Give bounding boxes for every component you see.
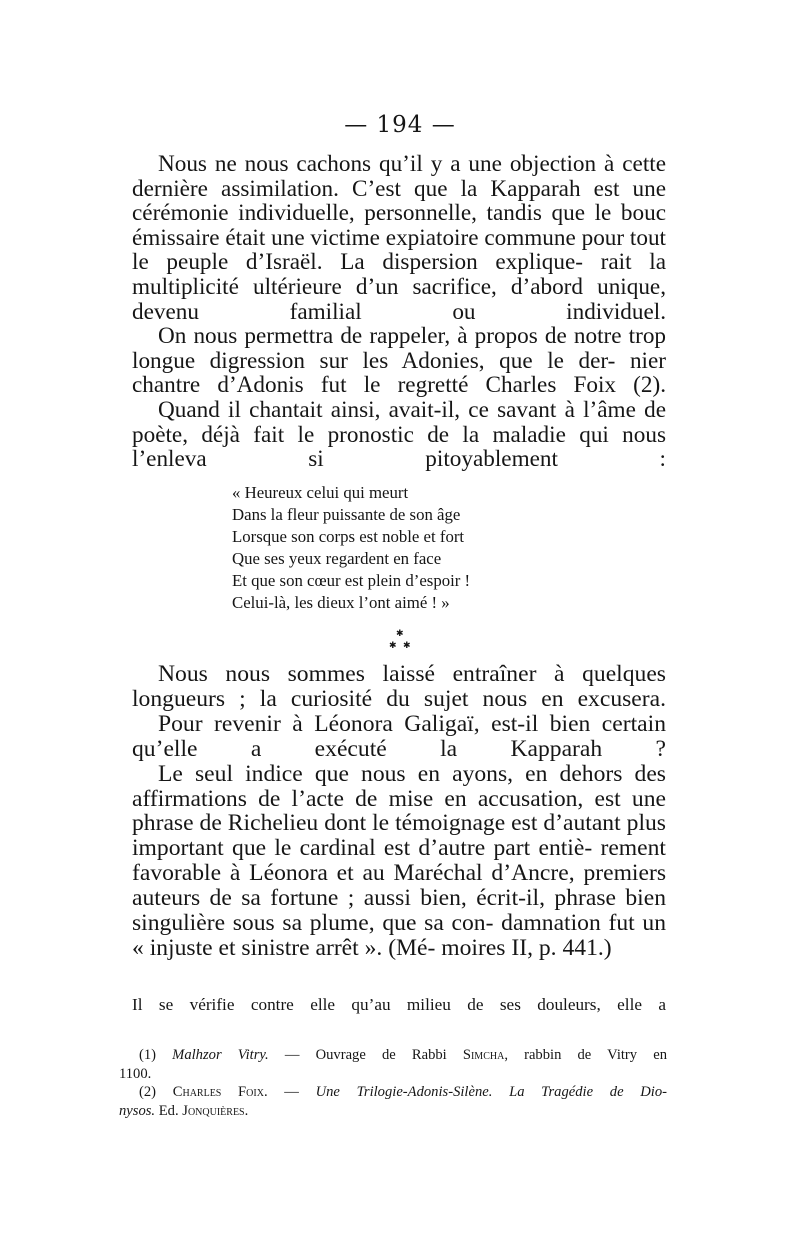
footnote-text: , rabbin de Vitry en xyxy=(504,1047,667,1063)
paragraph xyxy=(132,398,666,472)
footnote-line xyxy=(119,1083,667,1102)
text-line: Le seul indice que nous en ayons, en dehors des xyxy=(158,760,666,787)
text-line: cérémonie individuelle, personnelle, tandis que le xyxy=(132,200,612,227)
footnote-marker: (1) xyxy=(139,1047,157,1063)
text-line: trop longue digression sur les Adonies, que le der- xyxy=(132,323,667,374)
footnote-title: nysos. xyxy=(119,1102,156,1119)
footnote-title: Malhzor Vitry. xyxy=(172,1047,269,1063)
footnote-dash: — xyxy=(268,1047,316,1063)
page-number: — 194 — xyxy=(344,112,456,138)
text-line: Pour revenir à Léonora Galigaï, est-il bien certain xyxy=(158,710,666,737)
asterisk-icon: ✱ xyxy=(403,641,411,651)
poem-line: Celui-là, les dieux l’ont aimé ! » xyxy=(232,593,450,613)
paragraph xyxy=(132,712,666,762)
footnote-line xyxy=(119,1046,667,1065)
text-line: qu’elle a exécuté la Kapparah ? xyxy=(132,735,666,762)
poem-quote xyxy=(232,482,572,615)
poem-line: Lorsque son corps est noble et fort xyxy=(232,527,465,547)
footnotes xyxy=(119,1046,667,1120)
text-line: bouc émissaire était une victime expiatoire commune xyxy=(132,200,666,251)
text-block-bottom xyxy=(132,662,666,961)
text-line: premiers auteurs de sa fortune ; aussi bien, écrit-il, xyxy=(132,860,666,912)
continuation-line: Il se vérifie contre elle qu’au milieu de ses douleurs, elle a xyxy=(132,995,666,1014)
text-line: phrase de Richelieu dont le témoignage est d’autant xyxy=(132,810,621,837)
text-line: On nous permettra de rappeler, à propos de notre xyxy=(158,323,622,350)
asterisk-icon: ✱ xyxy=(396,629,404,639)
text-line: pour tout le peuple d’Israël. La dispersion explique- xyxy=(132,224,666,276)
text-line: l’enleva si pitoyablement : xyxy=(132,446,666,473)
footnote-marker: (2) xyxy=(139,1084,157,1101)
footnote-author: Charles Foix. xyxy=(172,1084,268,1101)
text-line: plus important que le cardinal est d’autre part entiè- xyxy=(132,810,666,862)
paragraph xyxy=(132,762,666,961)
text-line: Nous ne nous cachons qu’il y a une objection à cette xyxy=(158,151,666,177)
footnote-author: Simcha xyxy=(462,1047,505,1063)
paragraph xyxy=(132,324,666,398)
poem-line: Et que son cœur est plein d’espoir ! xyxy=(232,571,471,591)
paragraph xyxy=(132,152,666,324)
paragraph xyxy=(132,662,666,712)
footnote-dash: — xyxy=(267,1084,316,1101)
text-line: phrase bien singulière sous sa plume, que sa con- xyxy=(132,885,666,937)
footnote-text: . xyxy=(244,1102,249,1119)
text-line: damnation fut un « injuste et sinistre arrêt ». (Mé- xyxy=(132,910,666,961)
text-block-top xyxy=(132,152,666,472)
footnote-line xyxy=(119,1102,667,1121)
text-line: longueurs ; la curiosité du sujet nous en excusera. xyxy=(132,685,666,712)
text-line: rait la multiplicité ultérieure d’un sacrifice, d’abord xyxy=(132,249,666,300)
poem-line: Dans la fleur puissante de son âge xyxy=(232,505,461,525)
poem-line: « Heureux celui qui meurt xyxy=(232,483,409,502)
footnote-text: 1100. xyxy=(119,1065,152,1082)
footnote-text: Ed. xyxy=(155,1102,183,1119)
text-line: affirmations de l’acte de mise en accusation, est une xyxy=(132,785,666,812)
footnote-text: Ouvrage de Rabbi xyxy=(315,1047,463,1063)
footnote-title: Une Trilogie-Adonis-Silène. La Tragédie de Dio- xyxy=(315,1084,667,1101)
text-line: moires II, p. 441.) xyxy=(441,934,612,961)
asterisk-icon: ✱ xyxy=(389,641,397,651)
footnote-1 xyxy=(119,1046,667,1083)
footnote-2 xyxy=(119,1083,667,1120)
text-line: unique, devenu familial ou individuel. xyxy=(132,273,667,325)
text-line: rement favorable à Léonora et au Maréchal d’Ancre, xyxy=(132,835,666,887)
asterism-divider xyxy=(380,630,420,656)
text-line: Nous nous sommes laissé entraîner à quelques xyxy=(158,661,666,687)
text-line: de poète, déjà fait le pronostic de la maladie qui nous xyxy=(132,396,667,448)
text-line: Quand il chantait ainsi, avait-il, ce savant à l’âme xyxy=(158,396,636,423)
text-line: nier chantre d’Adonis fut le regretté Charles Foix (2). xyxy=(132,347,667,399)
poem-line: Que ses yeux regardent en face xyxy=(232,549,442,569)
text-line: dernière assimilation. C’est que la Kapparah est une xyxy=(132,175,666,202)
footnote-editor: Jonquières xyxy=(182,1102,245,1119)
